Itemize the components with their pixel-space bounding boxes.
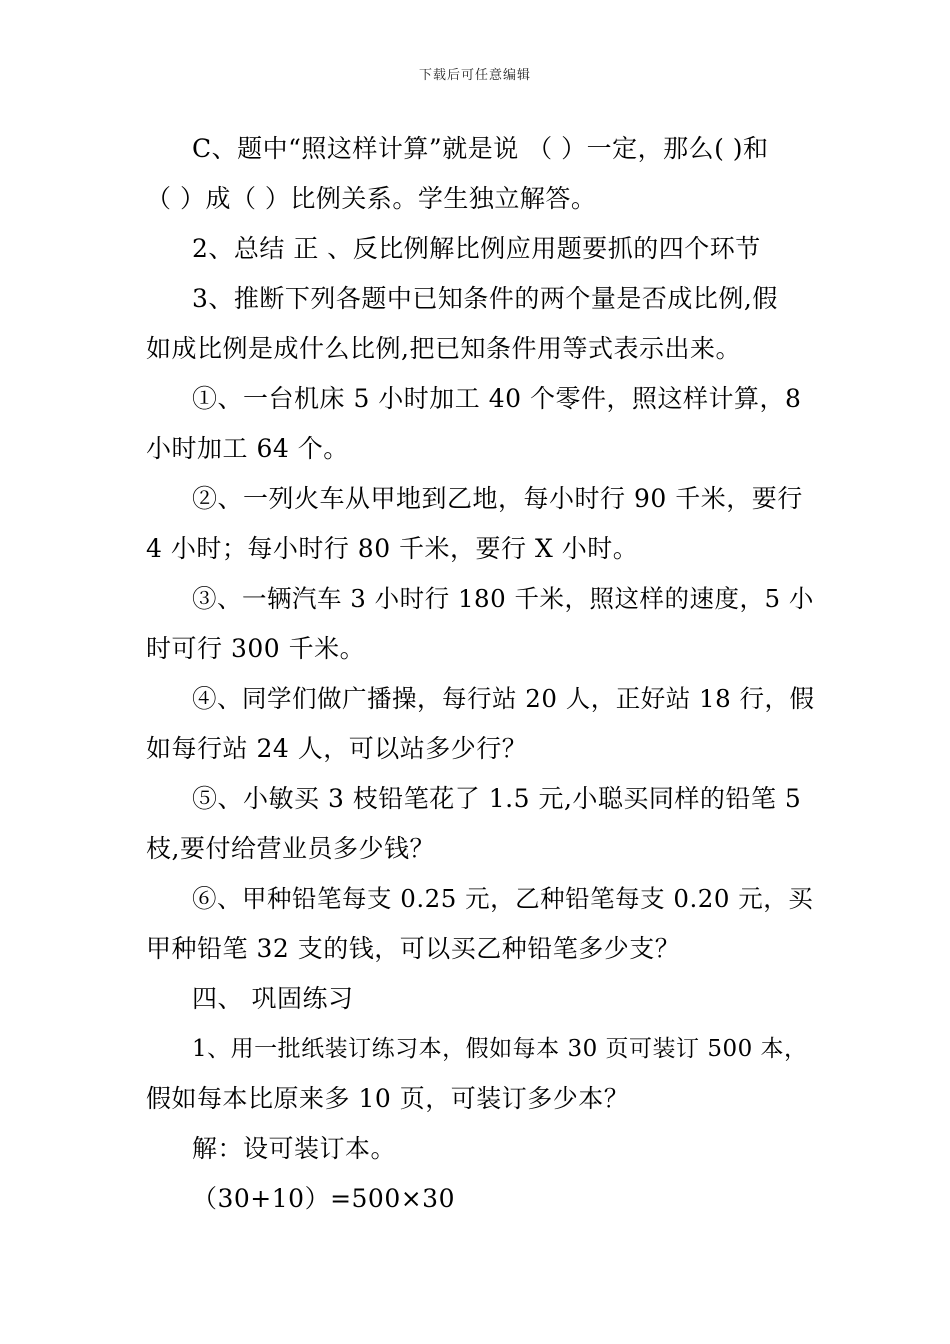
text-line-equation: （30+10）=500×30 [192,1184,455,1213]
text-line-item-1-cont: 小时加工 64 个。 [146,434,349,463]
text-line-solution: 解：设可装订本。 [192,1134,397,1163]
text-line-item-4-cont: 如每行站 24 人，可以站多少行？ [146,734,528,763]
text-line-item-3: ③、一辆汽车 3 小时行 180 千米，照这样的速度，5 小 [192,584,814,613]
text-line-summary: 2、总结 正 、反比例解比例应用题要抓的四个环节 [192,234,761,263]
page-header: 下载后可任意编辑 [418,68,531,83]
text-line-item-6: ⑥、甲种铅笔每支 0.25 元，乙种铅笔每支 0.20 元，买 [192,884,814,913]
text-line-item-5-cont: 枝,要付给营业员多少钱？ [146,834,435,863]
text-line-c-question: C、题中“照这样计算”就是说 （ ）一定，那么( )和 [192,134,769,163]
text-line-judge-cont: 如成比例是成什么比例,把已知条件用等式表示出来。 [146,334,741,363]
text-line-item-1: ①、一台机床 5 小时加工 40 个零件，照这样计算，8 [192,384,802,413]
text-line-item-3-cont: 时可行 300 千米。 [146,634,366,663]
text-line-practice-1: 1、用一批纸装订练习本，假如每本 30 页可装订 500 本， [192,1036,808,1062]
section-heading-practice: 四、 巩固练习 [192,984,354,1013]
text-line-item-2: ②、一列火车从甲地到乙地，每小时行 90 千米，要行 [192,484,803,513]
text-line-c-question-cont: （ ）成（ ）比例关系。学生独立解答。 [146,184,597,213]
text-line-practice-1-cont: 假如每本比原来多 10 页，可装订多少本？ [146,1084,630,1113]
text-line-item-4: ④、同学们做广播操，每行站 20 人，正好站 18 行，假 [192,684,815,713]
text-line-judge: 3、推断下列各题中已知条件的两个量是否成比例,假 [192,284,778,313]
text-line-item-2-cont: 4 小时；每小时行 80 千米，要行 X 小时。 [146,534,639,563]
text-line-item-5: ⑤、小敏买 3 枝铅笔花了 1.5 元,小聪买同样的铅笔 5 [192,784,802,813]
text-line-item-6-cont: 甲种铅笔 32 支的钱，可以买乙种铅笔多少支？ [146,934,681,963]
